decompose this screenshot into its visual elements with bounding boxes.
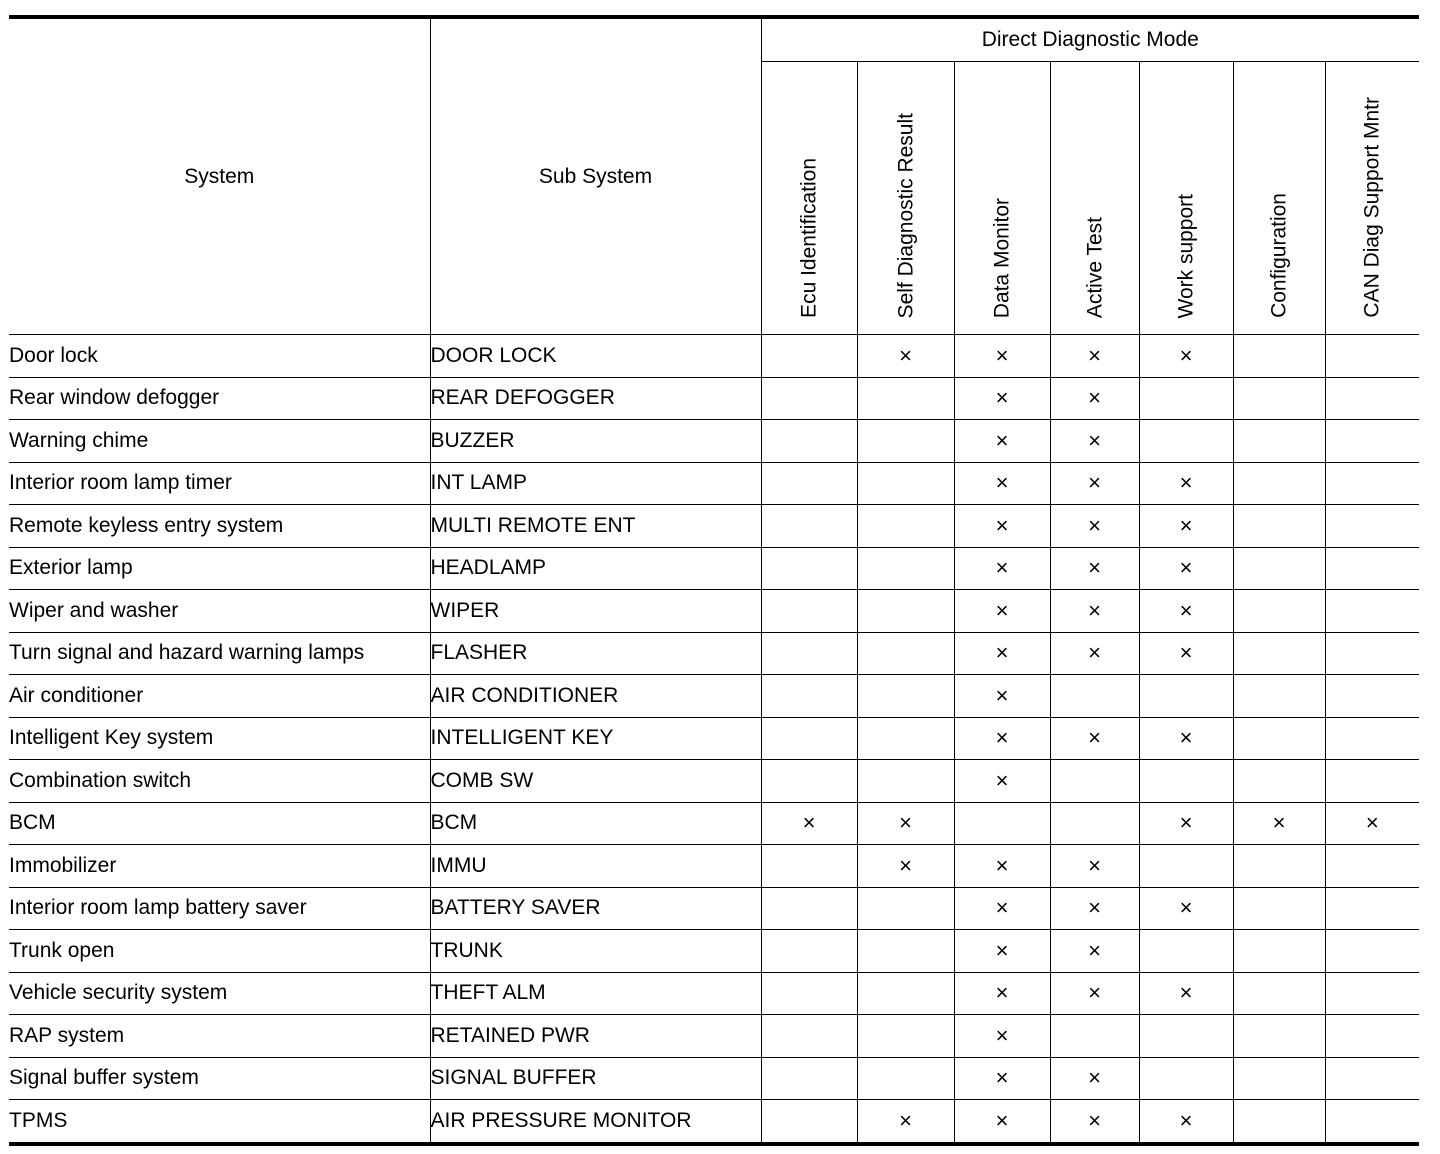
mode-mark-cell: × bbox=[954, 1015, 1050, 1058]
system-cell: Trunk open bbox=[9, 930, 430, 973]
mode-mark-cell: × bbox=[954, 717, 1050, 760]
mode-mark-cell: × bbox=[954, 972, 1050, 1015]
table-row bbox=[9, 717, 1419, 760]
mode-mark-cell bbox=[1233, 420, 1325, 463]
table-row bbox=[9, 760, 1419, 803]
mode-mark-cell bbox=[1233, 462, 1325, 505]
mode-mark-cell: × bbox=[1050, 632, 1139, 675]
mode-mark-cell: × bbox=[954, 590, 1050, 633]
mode-mark-cell: × bbox=[954, 930, 1050, 973]
table-row bbox=[9, 377, 1419, 420]
mode-mark-cell: × bbox=[1050, 590, 1139, 633]
mode-mark-cell bbox=[1050, 1015, 1139, 1058]
mode-mark-cell: × bbox=[954, 377, 1050, 420]
table-row bbox=[9, 675, 1419, 718]
mode-mark-cell bbox=[1139, 1057, 1233, 1100]
sub-system-cell: TRUNK bbox=[430, 930, 761, 973]
mode-mark-cell: × bbox=[1050, 377, 1139, 420]
system-cell: Combination switch bbox=[9, 760, 430, 803]
mode-mark-cell bbox=[761, 335, 857, 378]
table-row bbox=[9, 802, 1419, 845]
system-cell: Immobilizer bbox=[9, 845, 430, 888]
mode-mark-cell: × bbox=[1050, 930, 1139, 973]
table-row bbox=[9, 972, 1419, 1015]
mode-mark-cell bbox=[1233, 845, 1325, 888]
mode-mark-cell bbox=[1325, 1100, 1419, 1144]
mode-mark-cell bbox=[761, 675, 857, 718]
mode-mark-cell bbox=[1325, 377, 1419, 420]
mode-mark-cell bbox=[761, 420, 857, 463]
table-row bbox=[9, 547, 1419, 590]
mode-mark-cell bbox=[1233, 632, 1325, 675]
mode-mark-cell bbox=[761, 1057, 857, 1100]
mode-mark-cell: × bbox=[1050, 845, 1139, 888]
mode-mark-cell bbox=[1325, 547, 1419, 590]
system-cell: Air conditioner bbox=[9, 675, 430, 718]
system-cell: Warning chime bbox=[9, 420, 430, 463]
active-test-header: Active Test bbox=[1050, 62, 1139, 335]
mode-mark-cell: × bbox=[954, 1057, 1050, 1100]
system-cell: Signal buffer system bbox=[9, 1057, 430, 1100]
mode-mark-cell bbox=[1233, 675, 1325, 718]
mode-mark-cell bbox=[1325, 887, 1419, 930]
mode-mark-cell bbox=[1325, 632, 1419, 675]
mode-mark-cell bbox=[761, 590, 857, 633]
mode-mark-cell bbox=[857, 1057, 954, 1100]
mode-mark-cell bbox=[1139, 1015, 1233, 1058]
sub-system-cell: AIR CONDITIONER bbox=[430, 675, 761, 718]
mode-mark-cell: × bbox=[1139, 887, 1233, 930]
mode-mark-cell: × bbox=[1139, 972, 1233, 1015]
mode-mark-cell bbox=[1325, 845, 1419, 888]
mode-mark-cell bbox=[1139, 845, 1233, 888]
mode-mark-cell bbox=[857, 1015, 954, 1058]
mode-mark-cell: × bbox=[1233, 802, 1325, 845]
mode-mark-cell: × bbox=[857, 802, 954, 845]
sub-system-cell: BUZZER bbox=[430, 420, 761, 463]
sub-system-cell: COMB SW bbox=[430, 760, 761, 803]
system-header: System bbox=[9, 17, 430, 335]
mode-mark-cell: × bbox=[1050, 887, 1139, 930]
mode-mark-cell: × bbox=[1050, 335, 1139, 378]
mode-mark-cell: × bbox=[954, 547, 1050, 590]
work-support-header: Work support bbox=[1139, 62, 1233, 335]
sub-system-cell: REAR DEFOGGER bbox=[430, 377, 761, 420]
mode-mark-cell: × bbox=[1050, 462, 1139, 505]
sub-system-cell: BATTERY SAVER bbox=[430, 887, 761, 930]
mode-mark-cell: × bbox=[761, 802, 857, 845]
mode-mark-cell: × bbox=[1139, 547, 1233, 590]
mode-mark-cell bbox=[1233, 505, 1325, 548]
mode-mark-cell bbox=[761, 462, 857, 505]
mode-mark-cell: × bbox=[1139, 717, 1233, 760]
system-cell: Remote keyless entry system bbox=[9, 505, 430, 548]
mode-mark-cell: × bbox=[857, 1100, 954, 1144]
mode-mark-cell bbox=[1233, 887, 1325, 930]
table-row bbox=[9, 420, 1419, 463]
mode-mark-cell: × bbox=[954, 420, 1050, 463]
mode-mark-cell bbox=[1233, 335, 1325, 378]
mode-mark-cell: × bbox=[1325, 802, 1419, 845]
data-monitor-header: Data Monitor bbox=[954, 62, 1050, 335]
mode-mark-cell bbox=[761, 1100, 857, 1144]
mode-mark-cell: × bbox=[1139, 335, 1233, 378]
mode-mark-cell: × bbox=[857, 845, 954, 888]
table-row bbox=[9, 887, 1419, 930]
mode-mark-cell bbox=[761, 632, 857, 675]
sub-system-cell: FLASHER bbox=[430, 632, 761, 675]
mode-mark-cell: × bbox=[1050, 1057, 1139, 1100]
mode-mark-cell bbox=[1050, 675, 1139, 718]
direct-diagnostic-mode-header: Direct Diagnostic Mode bbox=[761, 17, 1419, 62]
mode-mark-cell bbox=[857, 887, 954, 930]
sub-system-cell: THEFT ALM bbox=[430, 972, 761, 1015]
mode-mark-cell: × bbox=[954, 845, 1050, 888]
table-row bbox=[9, 632, 1419, 675]
mode-mark-cell bbox=[1233, 930, 1325, 973]
mode-mark-cell bbox=[761, 717, 857, 760]
mode-mark-cell bbox=[761, 505, 857, 548]
mode-mark-cell bbox=[1325, 717, 1419, 760]
mode-mark-cell bbox=[1139, 675, 1233, 718]
mode-mark-cell: × bbox=[954, 505, 1050, 548]
mode-mark-cell bbox=[1325, 972, 1419, 1015]
mode-mark-cell bbox=[857, 590, 954, 633]
sub-system-cell: WIPER bbox=[430, 590, 761, 633]
system-cell: Exterior lamp bbox=[9, 547, 430, 590]
mode-mark-cell: × bbox=[954, 675, 1050, 718]
mode-mark-cell bbox=[1233, 760, 1325, 803]
system-cell: Interior room lamp battery saver bbox=[9, 887, 430, 930]
system-cell: Turn signal and hazard warning lamps bbox=[9, 632, 430, 675]
sub-system-header: Sub System bbox=[430, 17, 761, 335]
can-diag-support-mntr-header: CAN Diag Support Mntr bbox=[1325, 62, 1419, 335]
mode-mark-cell bbox=[1325, 335, 1419, 378]
mode-mark-cell bbox=[1325, 505, 1419, 548]
mode-mark-cell: × bbox=[1050, 717, 1139, 760]
diagnostic-mode-table bbox=[9, 15, 1419, 1146]
mode-mark-cell: × bbox=[1050, 505, 1139, 548]
mode-mark-cell: × bbox=[1139, 505, 1233, 548]
table-row bbox=[9, 590, 1419, 633]
table-row bbox=[9, 930, 1419, 973]
mode-mark-cell bbox=[1233, 1015, 1325, 1058]
system-cell: RAP system bbox=[9, 1015, 430, 1058]
mode-mark-cell bbox=[857, 675, 954, 718]
mode-mark-cell bbox=[1139, 930, 1233, 973]
mode-mark-cell: × bbox=[1050, 1100, 1139, 1144]
sub-system-cell: DOOR LOCK bbox=[430, 335, 761, 378]
system-cell: Vehicle security system bbox=[9, 972, 430, 1015]
mode-mark-cell bbox=[857, 760, 954, 803]
system-cell: Rear window defogger bbox=[9, 377, 430, 420]
table-row bbox=[9, 1015, 1419, 1058]
mode-mark-cell bbox=[857, 632, 954, 675]
mode-mark-cell: × bbox=[1050, 420, 1139, 463]
mode-mark-cell: × bbox=[857, 335, 954, 378]
mode-mark-cell: × bbox=[1050, 972, 1139, 1015]
mode-mark-cell bbox=[1050, 760, 1139, 803]
mode-mark-cell bbox=[1233, 972, 1325, 1015]
system-cell: BCM bbox=[9, 802, 430, 845]
mode-mark-cell bbox=[761, 760, 857, 803]
table-row bbox=[9, 462, 1419, 505]
mode-mark-cell: × bbox=[954, 887, 1050, 930]
mode-mark-cell bbox=[857, 972, 954, 1015]
mode-mark-cell bbox=[1325, 930, 1419, 973]
mode-mark-cell bbox=[761, 1015, 857, 1058]
mode-mark-cell bbox=[1325, 420, 1419, 463]
sub-system-cell: INTELLIGENT KEY bbox=[430, 717, 761, 760]
mode-mark-cell bbox=[1139, 377, 1233, 420]
mode-mark-cell: × bbox=[1139, 462, 1233, 505]
mode-mark-cell bbox=[1325, 1057, 1419, 1100]
table-row bbox=[9, 505, 1419, 548]
mode-mark-cell: × bbox=[1139, 802, 1233, 845]
mode-mark-cell bbox=[857, 717, 954, 760]
mode-mark-cell: × bbox=[954, 462, 1050, 505]
mode-mark-cell bbox=[1139, 420, 1233, 463]
sub-system-cell: RETAINED PWR bbox=[430, 1015, 761, 1058]
mode-mark-cell bbox=[761, 930, 857, 973]
sub-system-cell: MULTI REMOTE ENT bbox=[430, 505, 761, 548]
mode-mark-cell bbox=[1233, 717, 1325, 760]
sub-system-cell: BCM bbox=[430, 802, 761, 845]
mode-mark-cell bbox=[1233, 1100, 1325, 1144]
table-row bbox=[9, 335, 1419, 378]
mode-mark-cell bbox=[954, 802, 1050, 845]
mode-mark-cell bbox=[761, 972, 857, 1015]
configuration-header: Configuration bbox=[1233, 62, 1325, 335]
table-row bbox=[9, 1100, 1419, 1144]
mode-mark-cell bbox=[857, 462, 954, 505]
sub-system-cell: IMMU bbox=[430, 845, 761, 888]
mode-mark-cell: × bbox=[954, 1100, 1050, 1144]
mode-mark-cell bbox=[761, 887, 857, 930]
mode-mark-cell bbox=[857, 377, 954, 420]
system-cell: Door lock bbox=[9, 335, 430, 378]
mode-mark-cell bbox=[1325, 462, 1419, 505]
table-row bbox=[9, 845, 1419, 888]
mode-mark-cell bbox=[761, 377, 857, 420]
system-cell: Wiper and washer bbox=[9, 590, 430, 633]
mode-mark-cell bbox=[1233, 547, 1325, 590]
mode-mark-cell bbox=[1139, 760, 1233, 803]
mode-mark-cell bbox=[1233, 1057, 1325, 1100]
mode-mark-cell bbox=[761, 845, 857, 888]
mode-mark-cell: × bbox=[954, 335, 1050, 378]
mode-mark-cell: × bbox=[1139, 1100, 1233, 1144]
mode-mark-cell: × bbox=[1050, 547, 1139, 590]
mode-mark-cell bbox=[857, 505, 954, 548]
mode-mark-cell bbox=[1233, 377, 1325, 420]
mode-mark-cell: × bbox=[954, 760, 1050, 803]
sub-system-cell: INT LAMP bbox=[430, 462, 761, 505]
table-row bbox=[9, 1057, 1419, 1100]
sub-system-cell: SIGNAL BUFFER bbox=[430, 1057, 761, 1100]
ecu-identification-header: Ecu Identification bbox=[761, 62, 857, 335]
mode-mark-cell bbox=[857, 547, 954, 590]
mode-mark-cell bbox=[761, 547, 857, 590]
mode-mark-cell bbox=[1325, 760, 1419, 803]
sub-system-cell: AIR PRESSURE MONITOR bbox=[430, 1100, 761, 1144]
mode-mark-cell bbox=[1325, 590, 1419, 633]
mode-mark-cell: × bbox=[1139, 590, 1233, 633]
mode-mark-cell: × bbox=[1139, 632, 1233, 675]
mode-mark-cell bbox=[1325, 1015, 1419, 1058]
self-diagnostic-result-header: Self Diagnostic Result bbox=[857, 62, 954, 335]
mode-mark-cell bbox=[1233, 590, 1325, 633]
mode-mark-cell bbox=[857, 930, 954, 973]
table-body bbox=[9, 335, 1419, 1144]
system-cell: Interior room lamp timer bbox=[9, 462, 430, 505]
mode-mark-cell bbox=[1050, 802, 1139, 845]
sub-system-cell: HEADLAMP bbox=[430, 547, 761, 590]
mode-mark-cell bbox=[857, 420, 954, 463]
system-cell: Intelligent Key system bbox=[9, 717, 430, 760]
mode-mark-cell: × bbox=[954, 632, 1050, 675]
mode-mark-cell bbox=[1325, 675, 1419, 718]
system-cell: TPMS bbox=[9, 1100, 430, 1144]
